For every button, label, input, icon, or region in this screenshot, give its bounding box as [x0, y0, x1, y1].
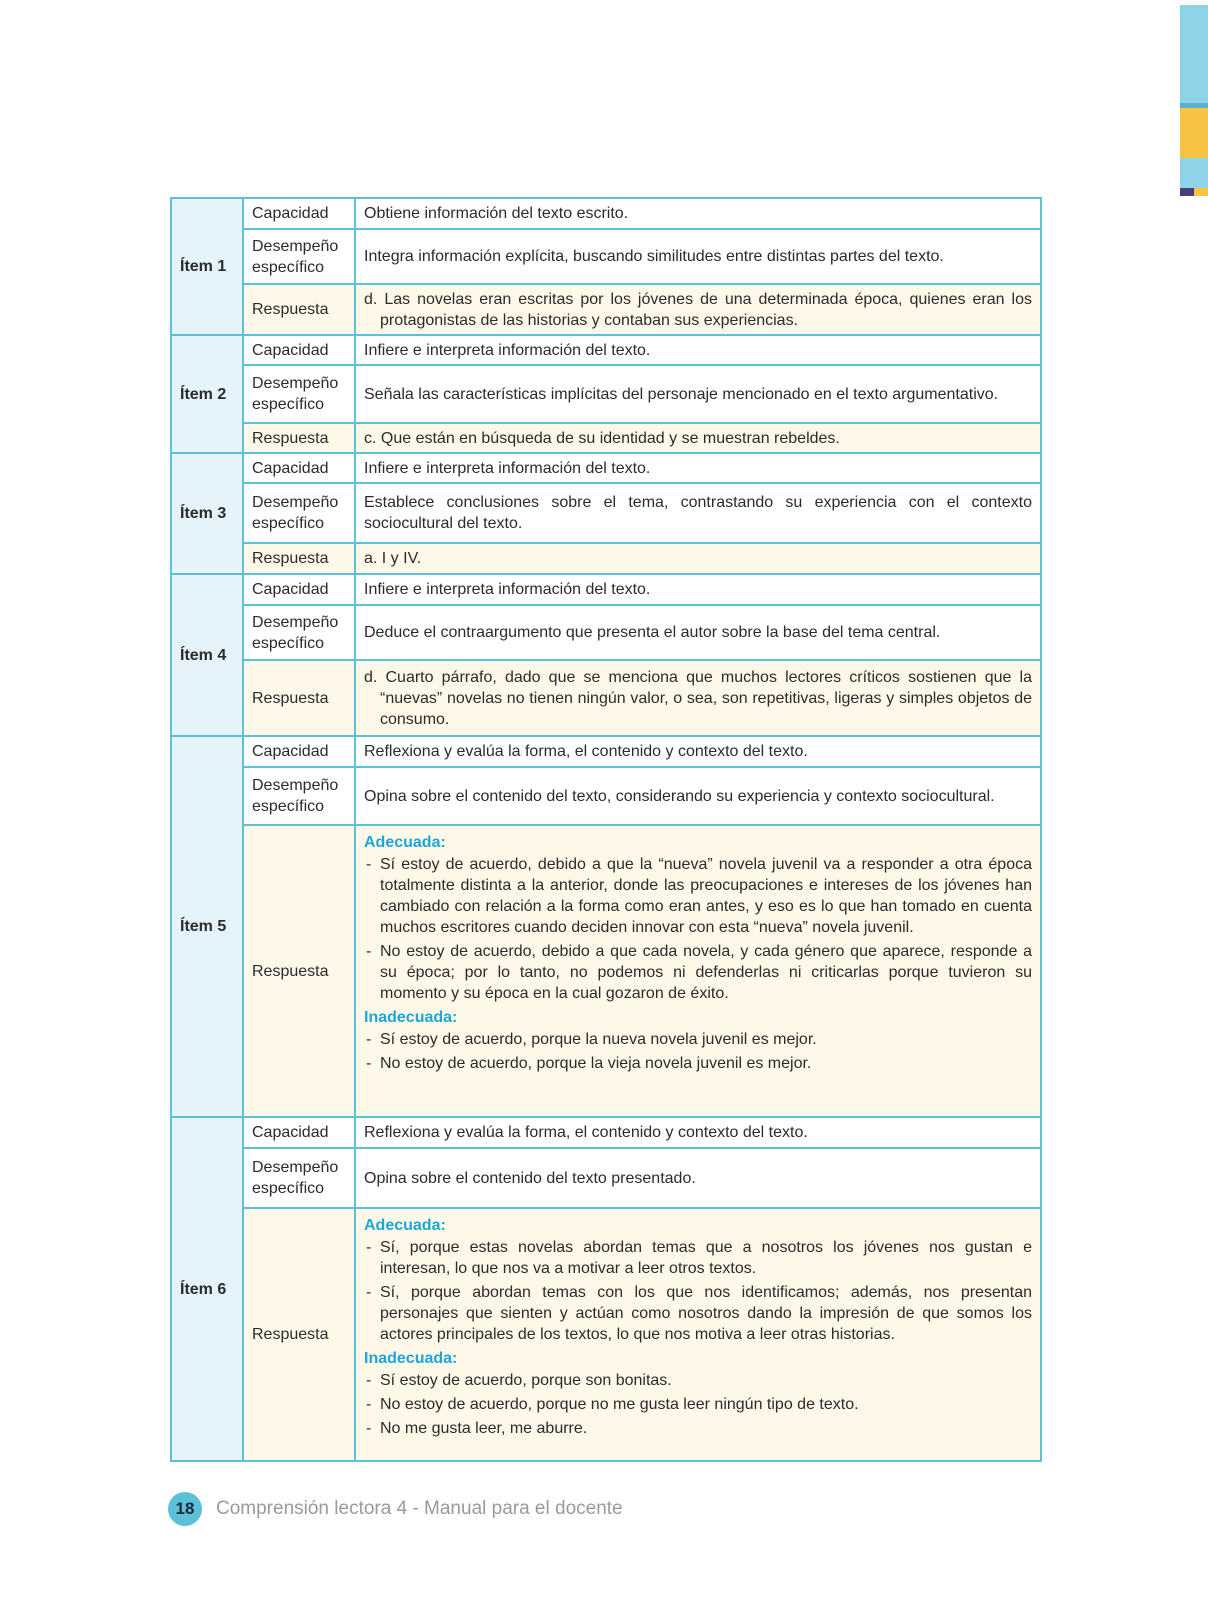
list-item: - Sí, porque abordan temas con los que nos identificamos; además, nos presentan personajes que sienten y actúan como nosotros dando la impresión de que somos los actores principales de los textos, lo que nos motiva a leer otras historias. [364, 1282, 1032, 1345]
list-item: - Sí estoy de acuerdo, porque la nueva novela juvenil es mejor. [364, 1029, 1032, 1050]
respuesta-label: Respuesta [243, 284, 355, 335]
item-3-capacidad-row [171, 453, 1041, 483]
item-2-title: Ítem 2 [171, 335, 243, 453]
adecuada-heading: Adecuada: [364, 834, 446, 851]
capacidad-label: Capacidad [243, 574, 355, 605]
list-item: - Sí estoy de acuerdo, porque son bonitas. [364, 1370, 1032, 1391]
capacidad-label: Capacidad [243, 1117, 355, 1148]
item-4-capacidad-row [171, 574, 1041, 605]
corner-decoration-yellow [1180, 108, 1208, 158]
item-2-desempeno: Señala las características implícitas del personaje mencionado en el texto argumentativo. [355, 365, 1041, 423]
item-5-capacidad-row [171, 736, 1041, 767]
capacidad-label: Capacidad [243, 736, 355, 767]
list-item: - Sí estoy de acuerdo, debido a que la “nueva” novela juvenil va a responder a otra época totalmente distinta a la anterior, donde las preocupaciones e intereses de los jóvenes han cambiado con relación a la forma como eran antes, y eso es lo que han tomado en cuenta muchos escritores cuando deciden innovar con esta “nueva” novela juvenil. [364, 854, 1032, 938]
respuesta-label: Respuesta [243, 543, 355, 574]
item-1-title: Ítem 1 [171, 198, 243, 335]
item-6-respuesta-row [171, 1208, 1041, 1461]
respuesta-label: Respuesta [243, 660, 355, 736]
item-3-desempeno: Establece conclusiones sobre el tema, contrastando su experiencia con el contexto sociocultural del texto. [355, 483, 1041, 543]
item-2-desempeno-row [171, 365, 1041, 423]
item-5-desempeno-row [171, 767, 1041, 825]
item-4-desempeno: Deduce el contraargumento que presenta el autor sobre la base del tema central. [355, 605, 1041, 660]
item-4-desempeno-row [171, 605, 1041, 660]
capacidad-label: Capacidad [243, 453, 355, 483]
list-item: - No me gusta leer, me aburre. [364, 1418, 1032, 1439]
list-item: - No estoy de acuerdo, porque no me gusta leer ningún tipo de texto. [364, 1394, 1032, 1415]
capacidad-label: Capacidad [243, 335, 355, 365]
item-3-respuesta-row [171, 543, 1041, 574]
item-1-respuesta-row [171, 284, 1041, 335]
page-number: 18 [168, 1492, 202, 1526]
item-4-respuesta-row [171, 660, 1041, 736]
item-4-respuesta: d. Cuarto párrafo, dado que se menciona que muchos lectores críticos sostienen que la “nuevas” novelas no tienen ningún valor, o sea, son repetitivas, ligeras y simples objetos de consumo. [364, 668, 1032, 728]
item-3-title: Ítem 3 [171, 453, 243, 574]
item-3-respuesta: a. I y IV. [364, 550, 422, 567]
item-1-respuesta: d. Las novelas eran escritas por los jóvenes de una determinada época, quienes eran los protagonistas de las historias y contaban sus experiencias. [364, 290, 1032, 329]
item-4-title: Ítem 4 [171, 574, 243, 736]
corner-decoration-sky [1180, 5, 1208, 103]
item-2-respuesta-row [171, 423, 1041, 453]
corner-decoration-purple [1180, 188, 1194, 196]
list-item: - No estoy de acuerdo, porque la vieja novela juvenil es mejor. [364, 1053, 1032, 1074]
item-6-inadecuada-list [364, 1370, 1032, 1439]
list-item: - No estoy de acuerdo, debido a que cada novela, y cada género que aparece, responde a su época; por lo tanto, no podemos ni defenderlas ni criticarlas porque tuvieron su momento y su época en la cual gozaron de éxito. [364, 941, 1032, 1004]
item-6-adecuada-list [364, 1237, 1032, 1345]
respuesta-label: Respuesta [243, 423, 355, 453]
desempeno-label: Desempeño específico [243, 767, 355, 825]
item-6-capacidad: Reflexiona y evalúa la forma, el contenido y contexto del texto. [355, 1117, 1041, 1148]
desempeno-label: Desempeño específico [243, 365, 355, 423]
list-item: - Sí, porque estas novelas abordan temas que a nosotros los jóvenes nos gustan e interesan, lo que nos va a motivar a leer otros textos. [364, 1237, 1032, 1279]
item-6-capacidad-row [171, 1117, 1041, 1148]
item-1-desempeno-row [171, 229, 1041, 284]
item-1-capacidad-row [171, 198, 1041, 229]
desempeno-label: Desempeño específico [243, 483, 355, 543]
item-1-capacidad: Obtiene información del texto escrito. [355, 198, 1041, 229]
item-5-title: Ítem 5 [171, 736, 243, 1117]
item-4-capacidad: Infiere e interpreta información del texto. [355, 574, 1041, 605]
item-3-desempeno-row [171, 483, 1041, 543]
item-6-desempeno-row [171, 1148, 1041, 1208]
item-5-respuesta [355, 825, 1041, 1117]
item-2-capacidad-row [171, 335, 1041, 365]
item-1-desempeno: Integra información explícita, buscando similitudes entre distintas partes del texto. [355, 229, 1041, 284]
footer-title: Comprensión lectora 4 - Manual para el docente [216, 1498, 623, 1519]
item-5-adecuada-list [364, 854, 1032, 1004]
capacidad-label: Capacidad [243, 198, 355, 229]
item-6-respuesta [355, 1208, 1041, 1461]
adecuada-heading: Adecuada: [364, 1217, 446, 1234]
desempeno-label: Desempeño específico [243, 605, 355, 660]
item-2-respuesta: c. Que están en búsqueda de su identidad y se muestran rebeldes. [364, 429, 840, 447]
item-6-desempeno: Opina sobre el contenido del texto presentado. [355, 1148, 1041, 1208]
item-5-desempeno: Opina sobre el contenido del texto, considerando su experiencia y contexto sociocultural. [355, 767, 1041, 825]
item-2-capacidad: Infiere e interpreta información del texto. [355, 335, 1041, 365]
page-footer [168, 1492, 623, 1526]
corner-decoration-sky-lower [1180, 158, 1208, 188]
desempeno-label: Desempeño específico [243, 1148, 355, 1208]
respuesta-label: Respuesta [243, 1208, 355, 1461]
respuesta-label: Respuesta [243, 825, 355, 1117]
item-5-capacidad: Reflexiona y evalúa la forma, el contenido y contexto del texto. [355, 736, 1041, 767]
item-5-respuesta-row [171, 825, 1041, 1117]
item-5-inadecuada-list [364, 1029, 1032, 1074]
item-6-title: Ítem 6 [171, 1117, 243, 1461]
desempeno-label: Desempeño específico [243, 229, 355, 284]
rubric-table [170, 197, 1042, 1462]
inadecuada-heading: Inadecuada: [364, 1350, 458, 1367]
item-3-capacidad: Infiere e interpreta información del texto. [355, 453, 1041, 483]
inadecuada-heading: Inadecuada: [364, 1009, 458, 1026]
